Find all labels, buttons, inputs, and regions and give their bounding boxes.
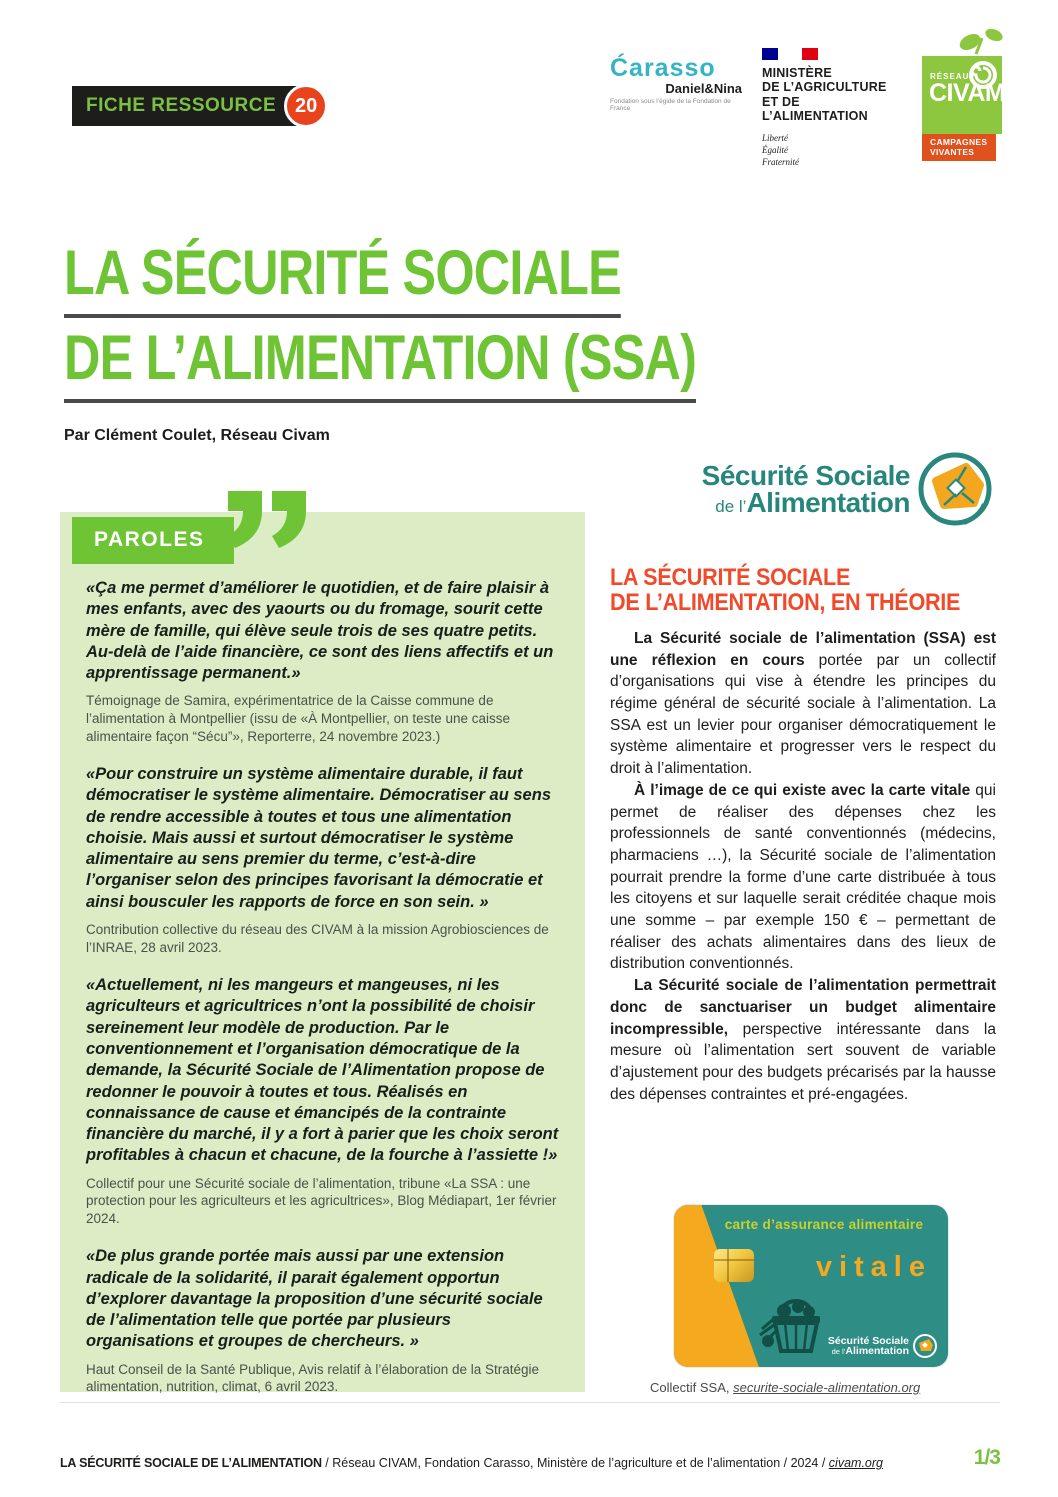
theory-paragraph [610, 975, 996, 1105]
title-block [64, 238, 854, 445]
civam-banner [922, 134, 996, 161]
civam-reseau-label: RÉSEAU [930, 72, 970, 81]
card-ssa-text [828, 1336, 909, 1357]
theory-heading-line2: DE L’ALIMENTATION, EN THÉORIE [610, 588, 961, 616]
quote-source: Haut Conseil de la Santé Publique, Avis relatif à l’élaboration de la Stratégie alimentation, nutrition, climat, 6 avril 2023. [86, 1361, 540, 1395]
civam-website-link[interactable]: civam.org [828, 1456, 883, 1470]
carasso-subtitle: Daniel&Nina [665, 81, 742, 96]
french-flag-icon [762, 48, 902, 60]
card-ssa-line2-big: Alimentation [845, 1345, 909, 1357]
ssa-logo-icon [914, 449, 996, 531]
ssa-website-link[interactable]: securite-sociale-alimentation.org [733, 1380, 921, 1395]
quote-source: Collectif pour une Sécurité sociale de l’alimentation, tribune «La SSA : une protection pour les agriculteurs et les agricultrices», Blog Médiapart, 1er février 2024. [86, 1175, 557, 1226]
civam-leaf-icon [952, 26, 1006, 56]
footer-title: LA SÉCURITÉ SOCIALE DE L’ALIMENTATION [60, 1456, 322, 1470]
byline: Par Clément Coulet, Réseau Civam [64, 427, 330, 444]
quote-mark-icon [228, 491, 312, 549]
motto-egalite: Égalité [762, 144, 788, 155]
badge-number: 20 [284, 84, 328, 128]
card-ssa-line1: Sécurité Sociale [827, 1334, 909, 1347]
ssa-logo-line1: Sécurité Sociale [701, 460, 910, 492]
carasso-tagline: Fondation sous l’égide de la Fondation de France [610, 98, 731, 112]
paragraph-lead: La Sécurité sociale de l’alimentation permettrait donc de sanctuariser un budget alimentaire incompressible, [610, 977, 996, 1038]
paroles-section [60, 512, 585, 1395]
basket-icon [758, 1289, 832, 1355]
carasso-logo [610, 54, 742, 112]
ssa-logo-line2-big: Alimentation [746, 487, 910, 518]
theory-heading [610, 564, 961, 616]
card-ssa-icon [912, 1333, 938, 1359]
quotes-list [60, 512, 585, 1396]
paroles-header: PAROLES [72, 517, 234, 564]
theory-heading-line1: LA SÉCURITÉ SOCIALE [610, 564, 851, 591]
quote-text: «Pour construire un système alimentaire durable, il faut démocratiser le système alimentaire. Démocratiser au sens de rendre accessible à toutes et tous une alimentation choisie. Mais aussi et surtout démocratiser le système alimentaire au sens premier du terme, c’est-à-dire l’organiser selon des principes favorisant la démocratie et ainsi bousculer les rapports de force en son sein. » [86, 765, 551, 911]
paragraph-rest: qui permet de réaliser des dépenses chez les professionnels de santé conventionnés (médecins, pharmaciens …), la Sécurité sociale de l’alimentation pourrait prendre la forme d’une carte distribuée à tous les citoyens et sur laquelle serait créditée chaque mois une somme – par exemple 150 € – permettant de réaliser des achats alimentaires dans des lieux de distribution conventionnés. [610, 781, 996, 973]
theory-paragraphs [610, 628, 996, 1105]
civam-banner-line1: CAMPAGNES [930, 137, 988, 147]
quote-text: «Ça me permet d’améliorer le quotidien, et de faire plaisir à mes enfants, avec des yaourts ou du fromage, sourit cette mère de famille, qui élève seule trois de ses quatre petits. Au-delà de l’aide financière, ce sont des liens affectifs et un apprentissage permanent.» [86, 579, 554, 683]
theory-paragraph [610, 780, 996, 975]
ssa-logo-text [701, 460, 910, 518]
page-title-line1: LA SÉCURITÉ SOCIALE [64, 242, 621, 318]
civam-logo [922, 30, 1006, 158]
quote-source: Contribution collective du réseau des CIVAM à la mission Agrobiosciences de l’INRAE, 28 avril 2023. [86, 922, 549, 955]
footer [60, 1446, 1000, 1470]
paragraph-rest: perspective intéressante dans la mesure où l’alimentation sert souvent de variable d’ajustement pour des budgets précarisés par la hausse des dépenses contraintes et pré-engagées. [610, 1020, 996, 1103]
ministere-line2: DE L’AGRICULTURE [762, 80, 887, 95]
paragraph-lead: À l’image de ce qui existe avec la carte vitale [634, 781, 971, 799]
fiche-ressource-badge [72, 84, 328, 128]
card-ssa-logo [828, 1333, 938, 1359]
theory-paragraph [610, 628, 996, 780]
ministere-line3: ET DE L’ALIMENTATION [762, 94, 868, 124]
ministere-logo [762, 48, 902, 168]
partner-logos [610, 30, 1006, 168]
footer-credits [60, 1456, 883, 1470]
card-chip-icon [714, 1249, 754, 1282]
footer-divider [60, 1402, 1000, 1403]
motto-fraternite: Fraternité [762, 156, 799, 167]
page-number: 1/3 [973, 1446, 1000, 1469]
civam-banner-line2: VIVANTES [930, 147, 975, 158]
quote-source: Témoignage de Samira, expérimentatrice de la Caisse commune de l’alimentation à Montpellier (issu de «À Montpellier, on teste une caisse alimentaire façon “Sécu”», Reporterre, 24 novembre 2023.) [86, 693, 510, 744]
civam-spiral-icon [968, 60, 998, 90]
card-caption [650, 1380, 920, 1395]
ministere-line1: MINISTÈRE [762, 66, 832, 80]
motto-liberte: Liberté [762, 132, 788, 143]
footer-credit-text: / Réseau CIVAM, Fondation Carasso, Ministère de l’agriculture et de l’alimentation / 2024 / [321, 1456, 829, 1470]
civam-wordmark: CIVAM [929, 79, 1006, 107]
ministere-motto [762, 132, 902, 168]
ssa-logo-line2 [702, 487, 910, 518]
ssa-logo [610, 448, 996, 532]
card-ssa-line2-small: de l’ [831, 1347, 846, 1356]
paragraph-lead: La Sécurité sociale de l’alimentation (SSA) est une réflexion en cours [610, 629, 996, 669]
card-top-label: carte d’assurance alimentaire [724, 1217, 924, 1232]
carasso-wordmark: Ćarasso [610, 54, 716, 82]
card-brand: vitale [815, 1251, 932, 1283]
quote-text: «De plus grande portée mais aussi par une extension radicale de la solidarité, il parait également opportun d’explorer davantage la proposition d’une sécurité sociale de l’alimentation telle que portée par plusieurs organisations et groupes de chercheurs. » [86, 1247, 543, 1351]
page-title-line2: DE L’ALIMENTATION (SSA) [64, 327, 696, 403]
theory-section [610, 448, 996, 1448]
caption-text: Collectif SSA, [650, 1380, 734, 1395]
civam-box [922, 56, 1006, 134]
paragraph-rest: portée par un collectif d’organisations qui vise à étendre les principes du régime général de sécurité sociale à l’alimentation. La SSA est un levier pour organiser démocratiquement le système alimentaire et progresser vers le respect du droit à l’alimentation. [610, 651, 996, 778]
badge-label: FICHE RESSOURCE [72, 86, 310, 126]
carte-vitale-card [674, 1205, 948, 1367]
quote-text: «Actuellement, ni les mangeurs et mangeuses, ni les agriculteurs et agricultrices n’ont la possibilité de choisir sereinement leur modèle de production. Par le conventionnement et l’organisation démocratique de la demande, la Sécurité Sociale de l’Alimentation propose de redonner le pouvoir à toutes et tous. Réalisés en connaissance de cause et émancipés de la contrainte financière du marché, il y a fort à parier que les choix seront profitables à chacun et chacune, de la fourche à l’assiette !» [86, 976, 559, 1165]
ssa-logo-line2-small: de l’ [715, 497, 747, 516]
